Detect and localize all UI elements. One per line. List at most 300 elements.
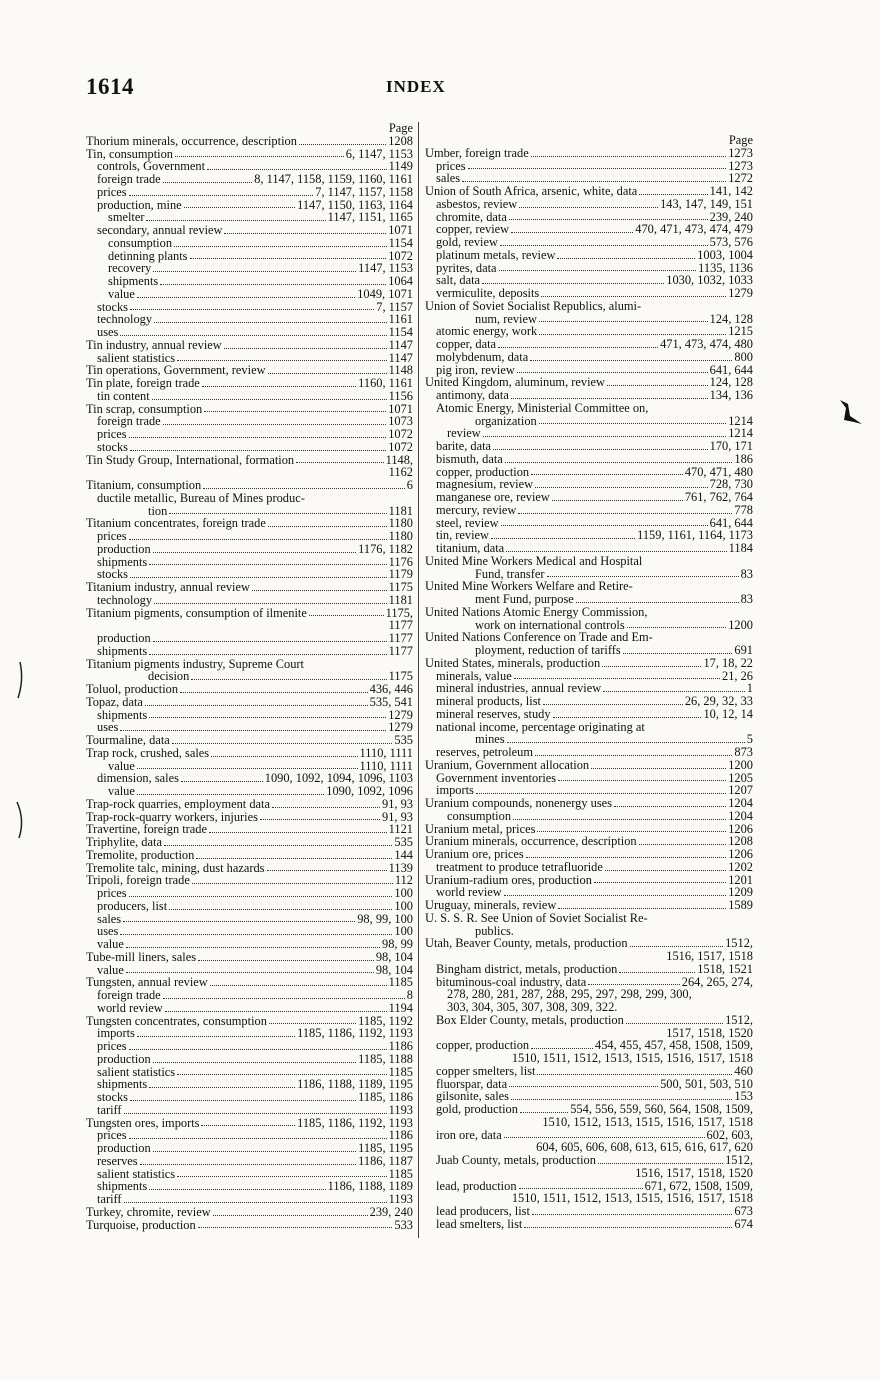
- index-entry: [86, 390, 413, 403]
- dot-leader: [137, 1036, 295, 1037]
- index-entry: [425, 657, 753, 670]
- entry-pages: 1064: [388, 274, 413, 288]
- dot-leader: [124, 1113, 387, 1114]
- entry-term: work on international controls: [475, 617, 625, 632]
- entry-term: prices: [97, 529, 127, 543]
- entry-pages: 1181: [388, 503, 413, 518]
- entry-term: Trap rock, crushed, sales: [86, 745, 210, 760]
- index-entry: [86, 709, 413, 722]
- entry-term: sales: [436, 171, 461, 186]
- dot-leader: [153, 641, 387, 642]
- entry-pages: 100: [394, 924, 413, 939]
- dot-leader: [498, 347, 658, 348]
- dot-leader: [120, 934, 392, 935]
- dot-leader: [598, 1163, 723, 1164]
- index-entry: [86, 1142, 413, 1155]
- entry-pages: 1177: [388, 618, 413, 633]
- index-entry: [425, 606, 753, 619]
- index-entry: [425, 185, 753, 198]
- page-number: 1614: [86, 74, 134, 99]
- dot-leader: [163, 182, 253, 183]
- dot-leader: [511, 1099, 732, 1100]
- entry-term: Uranium metal, prices: [425, 821, 536, 836]
- dot-leader: [499, 270, 697, 271]
- dot-leader: [500, 245, 708, 246]
- entry-term: tariff: [97, 1102, 122, 1117]
- entry-term: chromite, data: [436, 209, 507, 224]
- entry-term: prices: [97, 1128, 127, 1143]
- dot-leader: [504, 1137, 705, 1138]
- entry-pages: 1200: [728, 617, 753, 632]
- index-entry: [425, 147, 753, 160]
- entry-term: Box Elder County, metals, production: [436, 1012, 624, 1027]
- entry-pages: 1185, 1186, 1192, 1193: [297, 1026, 413, 1041]
- index-entry: [86, 339, 413, 352]
- index-entry: [425, 912, 753, 925]
- index-entry: [86, 454, 413, 467]
- dot-leader: [153, 271, 356, 272]
- entry-pages: 460: [734, 1063, 753, 1078]
- index-entry: [86, 441, 413, 454]
- index-entry: [86, 492, 413, 505]
- entry-pages: 83: [740, 592, 753, 606]
- entry-pages: 1177: [388, 643, 413, 658]
- entry-term: Tin industry, annual review: [86, 337, 222, 352]
- index-entry: [86, 913, 413, 926]
- entry-term: dimension, sales: [97, 771, 179, 786]
- dot-leader: [558, 908, 726, 909]
- entry-term: uses: [97, 325, 119, 339]
- entry-pages: 8: [406, 988, 413, 1002]
- dot-leader: [129, 195, 314, 196]
- entry-pages: 873: [734, 745, 753, 759]
- entry-pages: 1147: [388, 337, 413, 352]
- entry-term: prices: [97, 427, 127, 441]
- dot-leader: [129, 1138, 387, 1139]
- entry-pages: 470, 471, 473, 474, 479: [635, 222, 753, 237]
- entry-term: U. S. S. R. See Union of Soviet Socialist Re-: [425, 910, 648, 925]
- entry-term: United Nations Conference on Trade and Em-: [425, 630, 653, 645]
- entry-pages: 1156: [388, 388, 413, 403]
- index-entry: [86, 275, 413, 288]
- entry-pages: 1184: [728, 541, 753, 555]
- entry-pages: 1180: [388, 516, 413, 531]
- entry-term: shipments: [97, 1179, 148, 1194]
- entry-term: atomic energy, work: [436, 324, 538, 339]
- entry-pages: 21, 26: [722, 668, 753, 683]
- dot-leader: [169, 513, 386, 514]
- entry-term: Tungsten concentrates, consumption: [86, 1013, 267, 1028]
- entry-pages: 170, 171: [709, 439, 753, 453]
- entry-term: Turquoise, production: [86, 1217, 196, 1232]
- dot-leader: [163, 424, 387, 425]
- entry-term: asbestos, review: [436, 196, 518, 211]
- index-entry: [425, 695, 753, 708]
- dot-leader: [537, 831, 726, 832]
- entry-pages: 1512,: [725, 1012, 753, 1027]
- dot-leader: [202, 386, 356, 387]
- index-entry: [86, 1155, 413, 1168]
- entry-pages: 1185, 1188: [358, 1051, 413, 1066]
- entry-term: Titanium industry, annual review: [86, 580, 250, 594]
- entry-pages: 1206: [728, 847, 753, 861]
- dot-leader: [149, 564, 386, 565]
- dot-leader: [123, 921, 355, 922]
- entry-pages: 1204: [728, 796, 753, 810]
- dot-leader: [509, 1086, 658, 1087]
- index-entry: [86, 849, 413, 862]
- index-entry: [86, 326, 413, 339]
- index-entries-left: [86, 135, 413, 1232]
- entry-pages: 1214: [728, 426, 753, 441]
- entry-term: magnesium, review: [436, 477, 534, 492]
- column-divider: [418, 122, 419, 1238]
- entry-term: value: [108, 784, 135, 798]
- entry-term: Uranium minerals, occurrence, description: [425, 834, 637, 849]
- index-entry: [86, 887, 413, 900]
- entry-pages: 1003, 1004: [697, 247, 753, 262]
- dot-leader: [169, 909, 392, 910]
- dot-leader: [120, 730, 386, 731]
- entry-term: United States, minerals, production: [425, 655, 601, 670]
- entry-pages: 641, 644: [709, 515, 753, 530]
- entry-term: Union of Soviet Socialist Republics, alumi-: [425, 298, 642, 313]
- entry-term: ductile metallic, Bureau of Mines produc-: [97, 490, 305, 505]
- dot-leader: [268, 373, 387, 374]
- entry-term: Atomic Energy, Ministerial Committee on,: [436, 400, 649, 415]
- entry-term: recovery: [108, 261, 152, 276]
- entry-term: Titanium concentrates, foreign trade: [86, 516, 266, 531]
- entry-term: producers, list: [97, 898, 168, 913]
- entry-pages: 134, 136: [709, 388, 753, 402]
- index-entry: [86, 989, 413, 1002]
- entry-pages: 1110, 1111: [359, 745, 413, 760]
- entry-pages: 1135, 1136: [698, 260, 753, 275]
- index-entry: [425, 1116, 753, 1129]
- entry-pages: 436, 446: [369, 682, 413, 696]
- entry-pages: 535: [394, 835, 413, 849]
- entry-pages: 5: [746, 732, 753, 747]
- entry-term: salt, data: [436, 273, 481, 288]
- index-entry: [86, 581, 413, 594]
- entry-term: uses: [97, 924, 119, 939]
- dot-leader: [476, 793, 726, 794]
- index-entry: [425, 160, 753, 173]
- entry-term: treatment to produce tetrafluoride: [436, 859, 603, 874]
- index-entry: [86, 874, 413, 887]
- dot-leader: [514, 678, 720, 679]
- index-entry: [425, 249, 753, 262]
- index-entry: [425, 861, 753, 874]
- entry-pages: 1030, 1032, 1033: [666, 273, 753, 288]
- entry-term: shipments: [97, 707, 148, 722]
- entry-term: shipments: [97, 1077, 148, 1092]
- dot-leader: [505, 462, 733, 463]
- dot-leader: [145, 705, 368, 706]
- entry-term: manganese ore, review: [436, 490, 550, 504]
- entry-pages: 1208: [728, 834, 753, 849]
- index-entry: [425, 1065, 753, 1078]
- dot-leader: [124, 1202, 387, 1203]
- dot-leader: [153, 1062, 356, 1063]
- dot-leader: [130, 309, 374, 310]
- dot-leader: [210, 985, 387, 986]
- entry-term: prices: [436, 158, 466, 173]
- entry-pages: 1200: [728, 757, 753, 772]
- index-entry: [425, 797, 753, 810]
- entry-term: Uruguay, minerals, review: [425, 898, 557, 912]
- entry-term: detinning plants: [108, 248, 188, 263]
- entry-term: copper, review: [436, 222, 510, 237]
- entry-term: tin content: [97, 388, 150, 403]
- index-entry: [86, 530, 413, 543]
- index-entry: [425, 746, 753, 759]
- dot-leader: [501, 525, 708, 526]
- index-entry: [425, 198, 753, 211]
- entry-term: pyrites, data: [436, 260, 497, 275]
- entry-pages: 1176: [388, 554, 413, 569]
- index-entry: [425, 236, 753, 249]
- index-entry: [425, 542, 753, 555]
- entry-term: Tin Study Group, International, formation: [86, 452, 295, 467]
- index-entry: [86, 747, 413, 760]
- dot-leader: [619, 972, 695, 973]
- index-entry: [86, 415, 413, 428]
- index-entry: [425, 491, 753, 504]
- entry-term: mineral industries, annual review: [436, 681, 602, 696]
- entry-term: Trap-rock-quarry workers, injuries: [86, 809, 258, 824]
- entry-pages: 239, 240: [709, 209, 753, 224]
- entry-term: 303, 304, 305, 307, 308, 309, 322.: [447, 1000, 618, 1014]
- index-entries-right: [425, 147, 753, 1231]
- dot-leader: [468, 168, 727, 169]
- entry-term: antimony, data: [436, 388, 509, 402]
- index-entry: [425, 1052, 753, 1065]
- entry-term: tin, review: [436, 528, 489, 543]
- entry-pages: 1175: [388, 669, 413, 684]
- dot-leader: [252, 590, 387, 591]
- entry-pages: 1279: [728, 286, 753, 300]
- entry-pages: 500, 501, 503, 510: [660, 1076, 753, 1091]
- entry-pages: 1175,: [385, 605, 413, 620]
- entry-pages: 144: [394, 847, 413, 862]
- entry-term: reserves, petroleum: [436, 745, 534, 759]
- entry-pages: 1162: [388, 465, 413, 480]
- dot-leader: [190, 258, 387, 259]
- dot-leader: [526, 857, 726, 858]
- entry-term: world review: [97, 1000, 163, 1015]
- dot-leader: [213, 1215, 368, 1216]
- dot-leader: [531, 1048, 593, 1049]
- entry-pages: 17, 18, 22: [703, 655, 753, 670]
- entry-term: num, review: [475, 311, 537, 326]
- dot-leader: [203, 488, 405, 489]
- index-entry: [86, 785, 413, 798]
- index-entry: [86, 237, 413, 250]
- entry-term: reserves: [97, 1153, 138, 1168]
- entry-pages: 1186, 1188, 1189, 1195: [297, 1077, 413, 1092]
- entry-pages: 535: [394, 733, 413, 747]
- entry-term: United Kingdom, aluminum, review: [425, 375, 605, 390]
- entry-pages: 554, 556, 559, 560, 564, 1508, 1509,: [570, 1102, 753, 1116]
- index-entry: [86, 1193, 413, 1206]
- entry-term: technology: [97, 592, 153, 607]
- entry-term: mineral products, list: [436, 694, 541, 708]
- index-entry: [86, 594, 413, 607]
- dot-leader: [543, 704, 683, 705]
- entry-pages: 124, 128: [709, 375, 753, 390]
- entry-term: shipments: [108, 274, 159, 288]
- scan-blemish: [14, 800, 26, 840]
- dot-leader: [201, 1125, 295, 1126]
- entry-pages: 1071: [388, 223, 413, 237]
- entry-pages: 1139: [388, 860, 413, 875]
- entry-term: Tungsten ores, imports: [86, 1115, 200, 1130]
- entry-term: gilsonite, sales: [436, 1089, 509, 1104]
- entry-pages: 1049, 1071: [357, 286, 413, 301]
- entry-term: secondary, annual review: [97, 223, 223, 237]
- index-entry: [425, 708, 753, 721]
- index-entry: [86, 135, 413, 148]
- entry-pages: 112: [394, 873, 413, 888]
- entry-term: Trap-rock quarries, employment data: [86, 796, 270, 811]
- entry-pages: 778: [734, 502, 753, 517]
- entry-pages: 1148,: [385, 452, 413, 467]
- entry-term: value: [97, 962, 124, 977]
- entry-pages: 98, 99, 100: [357, 911, 413, 926]
- index-entry: [86, 377, 413, 390]
- entry-pages: 1512,: [725, 1153, 753, 1167]
- dot-leader: [165, 1011, 387, 1012]
- index-entry: [86, 900, 413, 913]
- entry-pages: 1147, 1150, 1163, 1164: [297, 197, 413, 212]
- dot-leader: [177, 1074, 387, 1075]
- entry-pages: 1154: [388, 325, 413, 339]
- dot-leader: [607, 385, 708, 386]
- entry-pages: 1160, 1161: [358, 376, 413, 390]
- dot-leader: [296, 462, 383, 463]
- dot-leader: [557, 258, 695, 259]
- entry-pages: 6: [406, 478, 413, 492]
- entry-pages: 7, 1157: [376, 299, 413, 314]
- entry-term: Turkey, chromite, review: [86, 1204, 211, 1219]
- dot-leader: [591, 768, 726, 769]
- entry-pages: 1185, 1186, 1192, 1193: [297, 1115, 413, 1130]
- entry-term: foreign trade: [97, 172, 161, 186]
- entry-pages: 1512,: [725, 936, 753, 951]
- entry-term: Uranium-radium ores, production: [425, 872, 592, 887]
- dot-leader: [531, 156, 726, 157]
- index-entry: [86, 658, 413, 671]
- entry-term: platinum metals, review: [436, 247, 556, 262]
- entry-pages: 761, 762, 764: [684, 490, 753, 504]
- index-entry: [425, 772, 753, 785]
- entry-term: stocks: [97, 1090, 128, 1104]
- dot-leader: [224, 233, 386, 234]
- entry-pages: 1072: [388, 439, 413, 454]
- entry-pages: 1209: [728, 885, 753, 900]
- entry-term: uses: [97, 720, 119, 735]
- dot-leader: [181, 781, 263, 782]
- index-entry: [86, 288, 413, 301]
- index-entry: [86, 1180, 413, 1193]
- entry-pages: 1159, 1161, 1164, 1173: [637, 528, 753, 543]
- entry-pages: 1204: [728, 808, 753, 823]
- dot-leader: [603, 691, 745, 692]
- entry-pages: 1194: [388, 1000, 413, 1015]
- entry-term: production: [97, 631, 151, 645]
- index-entry: [86, 1219, 413, 1232]
- entry-term: Toluol, production: [86, 682, 179, 696]
- entry-term: imports: [436, 783, 474, 798]
- entry-term: salient statistics: [97, 1166, 176, 1181]
- index-entry: [86, 1002, 413, 1015]
- entry-term: Uranium, Government allocation: [425, 757, 590, 772]
- entry-term: fluorspar, data: [436, 1076, 508, 1091]
- entry-term: Triphylite, data: [86, 835, 162, 849]
- index-entry: [425, 1014, 753, 1027]
- dot-leader: [588, 984, 679, 985]
- entry-term: lead, production: [436, 1178, 517, 1193]
- entry-pages: 674: [734, 1216, 753, 1231]
- entry-pages: 1179: [388, 567, 413, 582]
- dot-leader: [224, 348, 387, 349]
- dot-leader: [511, 232, 633, 233]
- entry-pages: 1202: [728, 859, 753, 874]
- entry-pages: 728, 730: [709, 477, 753, 492]
- entry-term: value: [108, 758, 135, 773]
- dot-leader: [531, 474, 683, 475]
- entry-term: consumption: [447, 808, 512, 823]
- dot-leader: [149, 717, 386, 718]
- index-entry: [86, 173, 413, 186]
- index-entry: [425, 1103, 753, 1116]
- entry-pages: 91, 93: [382, 809, 413, 824]
- entry-pages: 673: [734, 1204, 753, 1218]
- dot-leader: [154, 322, 387, 323]
- entry-pages: 100: [394, 886, 413, 900]
- entry-term: iron ore, data: [436, 1127, 502, 1142]
- index-entry: [425, 1001, 753, 1014]
- entry-term: ment Fund, purpose: [475, 592, 574, 606]
- dot-leader: [137, 794, 324, 795]
- entry-pages: 1205: [728, 770, 753, 785]
- entry-term: shipments: [97, 554, 148, 569]
- entry-term: review: [447, 426, 481, 441]
- entry-term: Juab County, metals, production: [436, 1153, 596, 1167]
- dot-leader: [268, 526, 387, 527]
- entry-pages: 1517, 1518, 1520: [666, 1025, 753, 1040]
- dot-leader: [267, 870, 387, 871]
- index-entry: [425, 1205, 753, 1218]
- entry-term: United Nations Atomic Energy Commission,: [425, 604, 648, 619]
- entry-term: copper, production: [436, 464, 530, 479]
- index-entry: [425, 848, 753, 861]
- dot-leader: [172, 743, 393, 744]
- entry-term: molybdenum, data: [436, 349, 529, 364]
- dot-leader: [553, 717, 702, 718]
- entry-pages: 98, 99: [382, 937, 413, 951]
- index-entry: [86, 556, 413, 569]
- entry-term: Bingham district, metals, production: [436, 961, 618, 976]
- entry-term: Government inventories: [436, 770, 557, 785]
- entry-term: prices: [97, 886, 127, 900]
- entry-term: Tin plate, foreign trade: [86, 376, 200, 390]
- entry-pages: 186: [734, 451, 753, 466]
- dot-leader: [152, 399, 387, 400]
- index-entry: [86, 313, 413, 326]
- dot-leader: [535, 487, 708, 488]
